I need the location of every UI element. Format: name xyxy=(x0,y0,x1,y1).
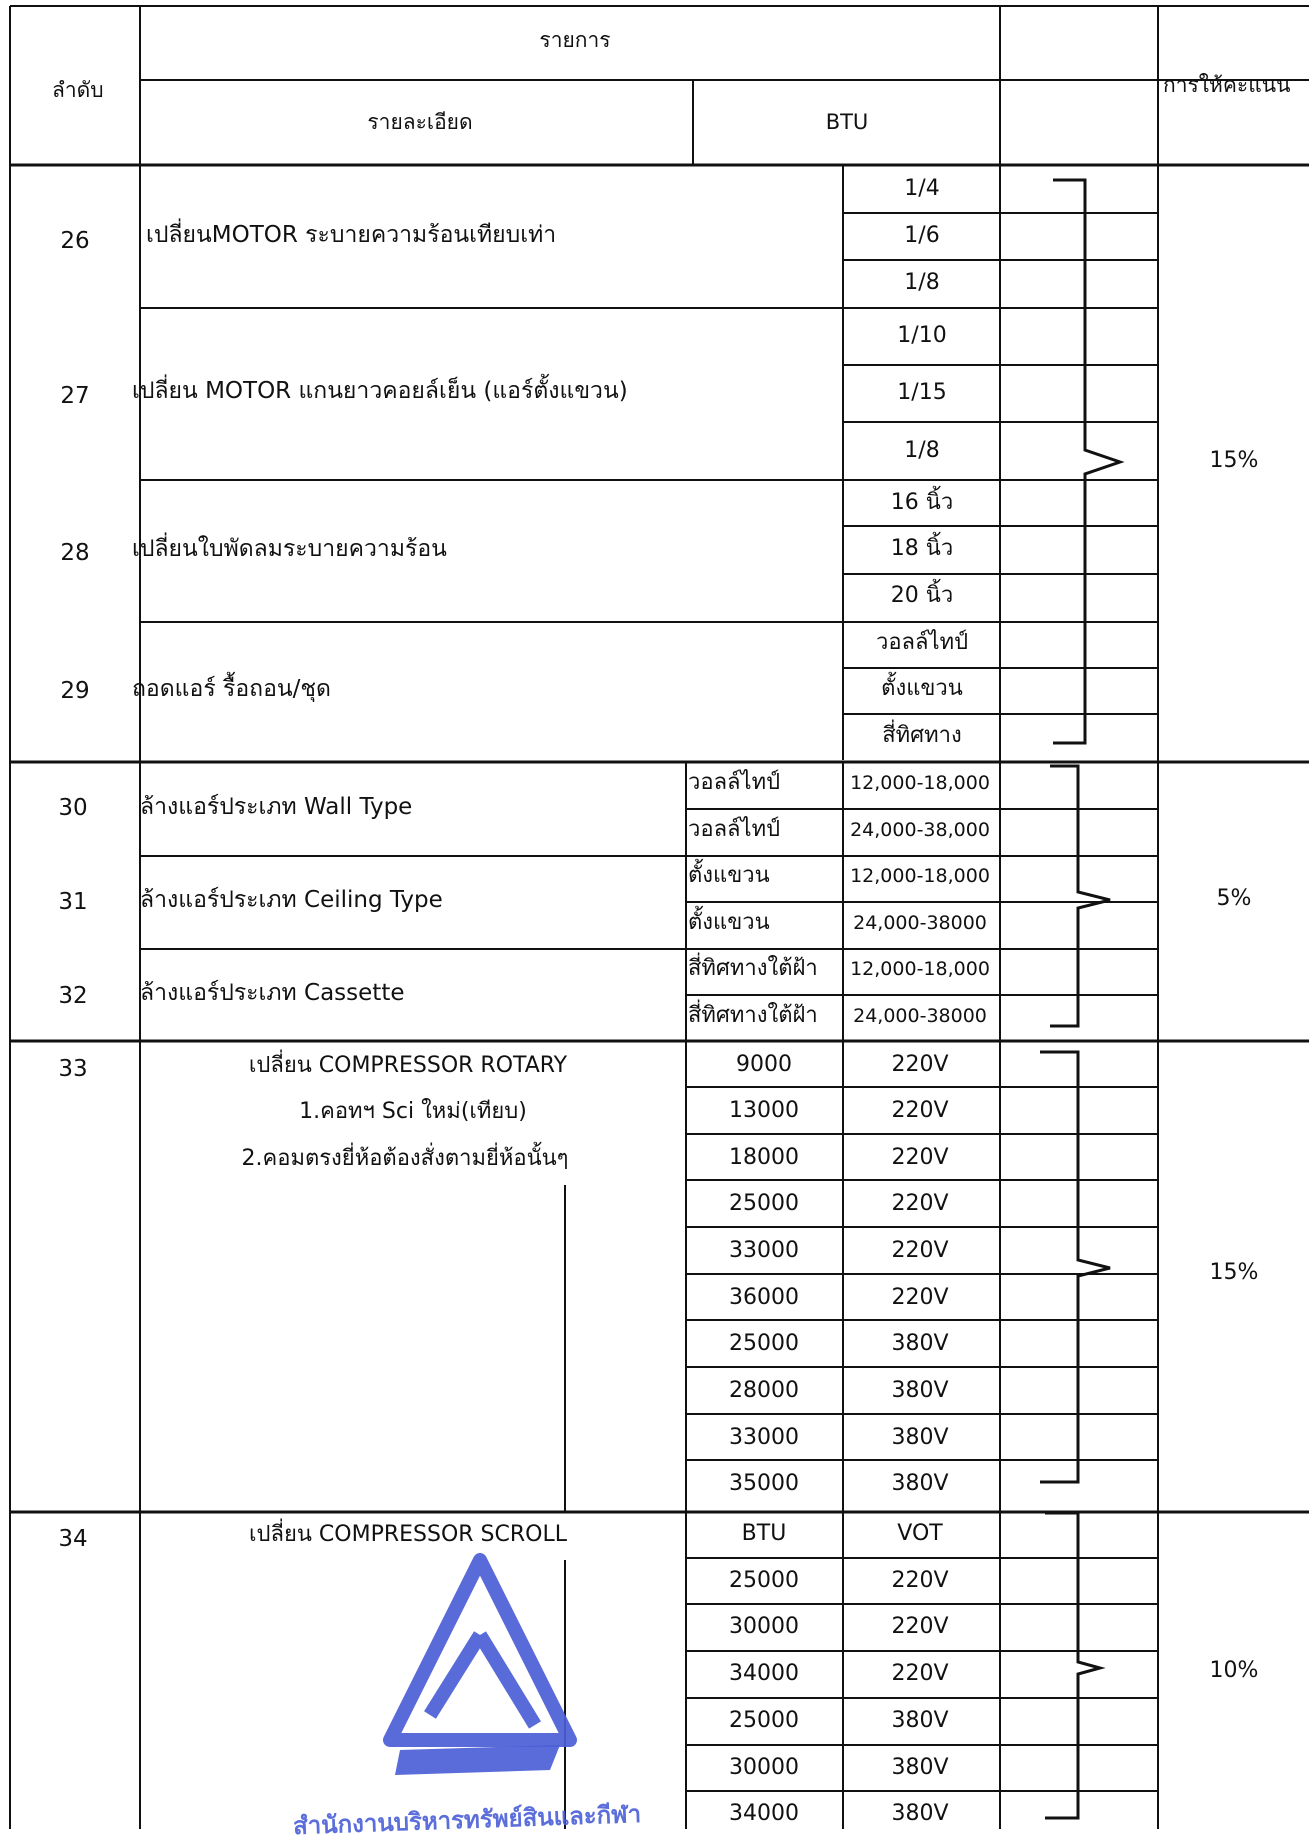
btu-value: 9000 xyxy=(736,1052,792,1077)
row-description-note: 2.คอมตรงยี่ห้อต้องสั่งตามยี่ห้อนั้นๆ xyxy=(241,1146,569,1171)
btu-value: 25000 xyxy=(729,1568,799,1593)
voltage-value: 380V xyxy=(891,1425,949,1450)
row-description: ถอดแอร์ รื้อถอน/ชุด xyxy=(132,676,331,702)
btu-value: 30000 xyxy=(729,1614,799,1639)
score-header: การให้คะแนน xyxy=(1163,73,1291,97)
btu-range: 12,000-18,000 xyxy=(850,772,990,794)
btu-value: 28000 xyxy=(729,1378,799,1403)
fan-blade-size: 16 นิ้ว xyxy=(890,490,954,515)
row-number: 34 xyxy=(58,1526,88,1552)
aircon-type: ตั้งแขวน xyxy=(688,910,770,935)
btu-value: 34000 xyxy=(729,1661,799,1686)
btu-value: 36000 xyxy=(729,1285,799,1310)
btu-value: 33000 xyxy=(729,1238,799,1263)
btu-value: 34000 xyxy=(729,1801,799,1826)
fan-blade-size: 18 นิ้ว xyxy=(890,536,954,561)
voltage-value: 380V xyxy=(891,1755,949,1780)
row-number: 29 xyxy=(60,678,90,704)
btu-range: 12,000-18,000 xyxy=(850,958,990,980)
aircon-type: สี่ทิศทางใต้ฝ้า xyxy=(688,956,818,981)
voltage-value: 220V xyxy=(891,1052,949,1077)
voltage-value: 220V xyxy=(891,1614,949,1639)
motor-size: 1/6 xyxy=(904,223,940,248)
voltage-value: 220V xyxy=(891,1145,949,1170)
btu-value: 33000 xyxy=(729,1425,799,1450)
score-value: 5% xyxy=(1216,886,1252,911)
voltage-value: 220V xyxy=(891,1568,949,1593)
row-description: ล้างแอร์ประเภท Ceiling Type xyxy=(140,887,443,913)
motor-size: 1/10 xyxy=(897,323,947,348)
fan-blade-size: 20 นิ้ว xyxy=(890,583,954,608)
aircon-type: ตั้งแขวน xyxy=(881,676,963,701)
btu-header: BTU xyxy=(825,110,869,134)
btu-column-header: BTU xyxy=(741,1521,787,1546)
row-description-note: 1.คอทฯ Sci ใหม่(เทียบ) xyxy=(299,1099,527,1124)
row-description: เปลี่ยนใบพัดลมระบายความร้อน xyxy=(132,536,447,562)
organization-seal-logo xyxy=(360,1540,640,1780)
aircon-type: วอลล์ไทป์ xyxy=(688,770,781,795)
btu-value: 25000 xyxy=(729,1191,799,1216)
row-number: 31 xyxy=(58,889,88,915)
voltage-column-header: VOT xyxy=(897,1521,943,1546)
motor-size: 1/4 xyxy=(904,176,940,201)
score-value: 10% xyxy=(1209,1658,1259,1683)
score-value: 15% xyxy=(1209,1260,1259,1285)
motor-size: 1/15 xyxy=(897,380,947,405)
aircon-type: สี่ทิศทางใต้ฝ้า xyxy=(688,1003,818,1028)
btu-value: 30000 xyxy=(729,1755,799,1780)
voltage-value: 380V xyxy=(891,1378,949,1403)
row-number: 30 xyxy=(58,795,88,821)
aircon-type: วอลล์ไทป์ xyxy=(688,817,781,842)
aircon-type: สี่ทิศทาง xyxy=(882,723,962,748)
voltage-value: 220V xyxy=(891,1661,949,1686)
aircon-type: ตั้งแขวน xyxy=(688,863,770,888)
row-description: เปลี่ยน COMPRESSOR ROTARY xyxy=(248,1053,568,1078)
row-description: ล้างแอร์ประเภท Wall Type xyxy=(140,794,413,820)
voltage-value: 380V xyxy=(891,1331,949,1356)
row-description: เปลี่ยน MOTOR แกนยาวคอยล์เย็น (แอร์ตั้งแขวน) xyxy=(132,378,628,404)
row-number: 26 xyxy=(60,228,90,254)
voltage-value: 220V xyxy=(891,1191,949,1216)
voltage-value: 220V xyxy=(891,1098,949,1123)
row-description: เปลี่ยน COMPRESSOR SCROLL xyxy=(249,1522,567,1547)
motor-size: 1/8 xyxy=(904,438,940,463)
row-number: 32 xyxy=(58,983,88,1009)
btu-range: 24,000-38000 xyxy=(853,1005,987,1027)
btu-value: 18000 xyxy=(729,1145,799,1170)
row-description: ล้างแอร์ประเภท Cassette xyxy=(140,980,405,1006)
row-number: 33 xyxy=(58,1056,88,1082)
btu-range: 12,000-18,000 xyxy=(850,865,990,887)
voltage-value: 220V xyxy=(891,1238,949,1263)
btu-value: 25000 xyxy=(729,1331,799,1356)
row-number: 27 xyxy=(60,383,90,409)
detail-header: รายละเอียด xyxy=(367,110,473,134)
voltage-value: 380V xyxy=(891,1471,949,1496)
seal-text: สำนักงานบริหารทรัพย์สินและกีฬา xyxy=(292,1799,642,1841)
btu-value: 25000 xyxy=(729,1708,799,1733)
items-header: รายการ xyxy=(539,28,611,52)
row-number: 28 xyxy=(60,540,90,566)
voltage-value: 220V xyxy=(891,1285,949,1310)
btu-range: 24,000-38000 xyxy=(853,912,987,934)
motor-size: 1/8 xyxy=(904,270,940,295)
aircon-type: วอลล์ไทป์ xyxy=(875,630,969,655)
btu-value: 35000 xyxy=(729,1471,799,1496)
voltage-value: 380V xyxy=(891,1708,949,1733)
btu-value: 13000 xyxy=(729,1098,799,1123)
score-value: 15% xyxy=(1209,448,1259,473)
btu-range: 24,000-38,000 xyxy=(850,819,990,841)
seq-header: ลำดับ xyxy=(52,78,104,102)
row-description: เปลี่ยนMOTOR ระบายความร้อนเทียบเท่า xyxy=(146,222,557,248)
voltage-value: 380V xyxy=(891,1801,949,1826)
brace-group xyxy=(1040,180,1120,1818)
